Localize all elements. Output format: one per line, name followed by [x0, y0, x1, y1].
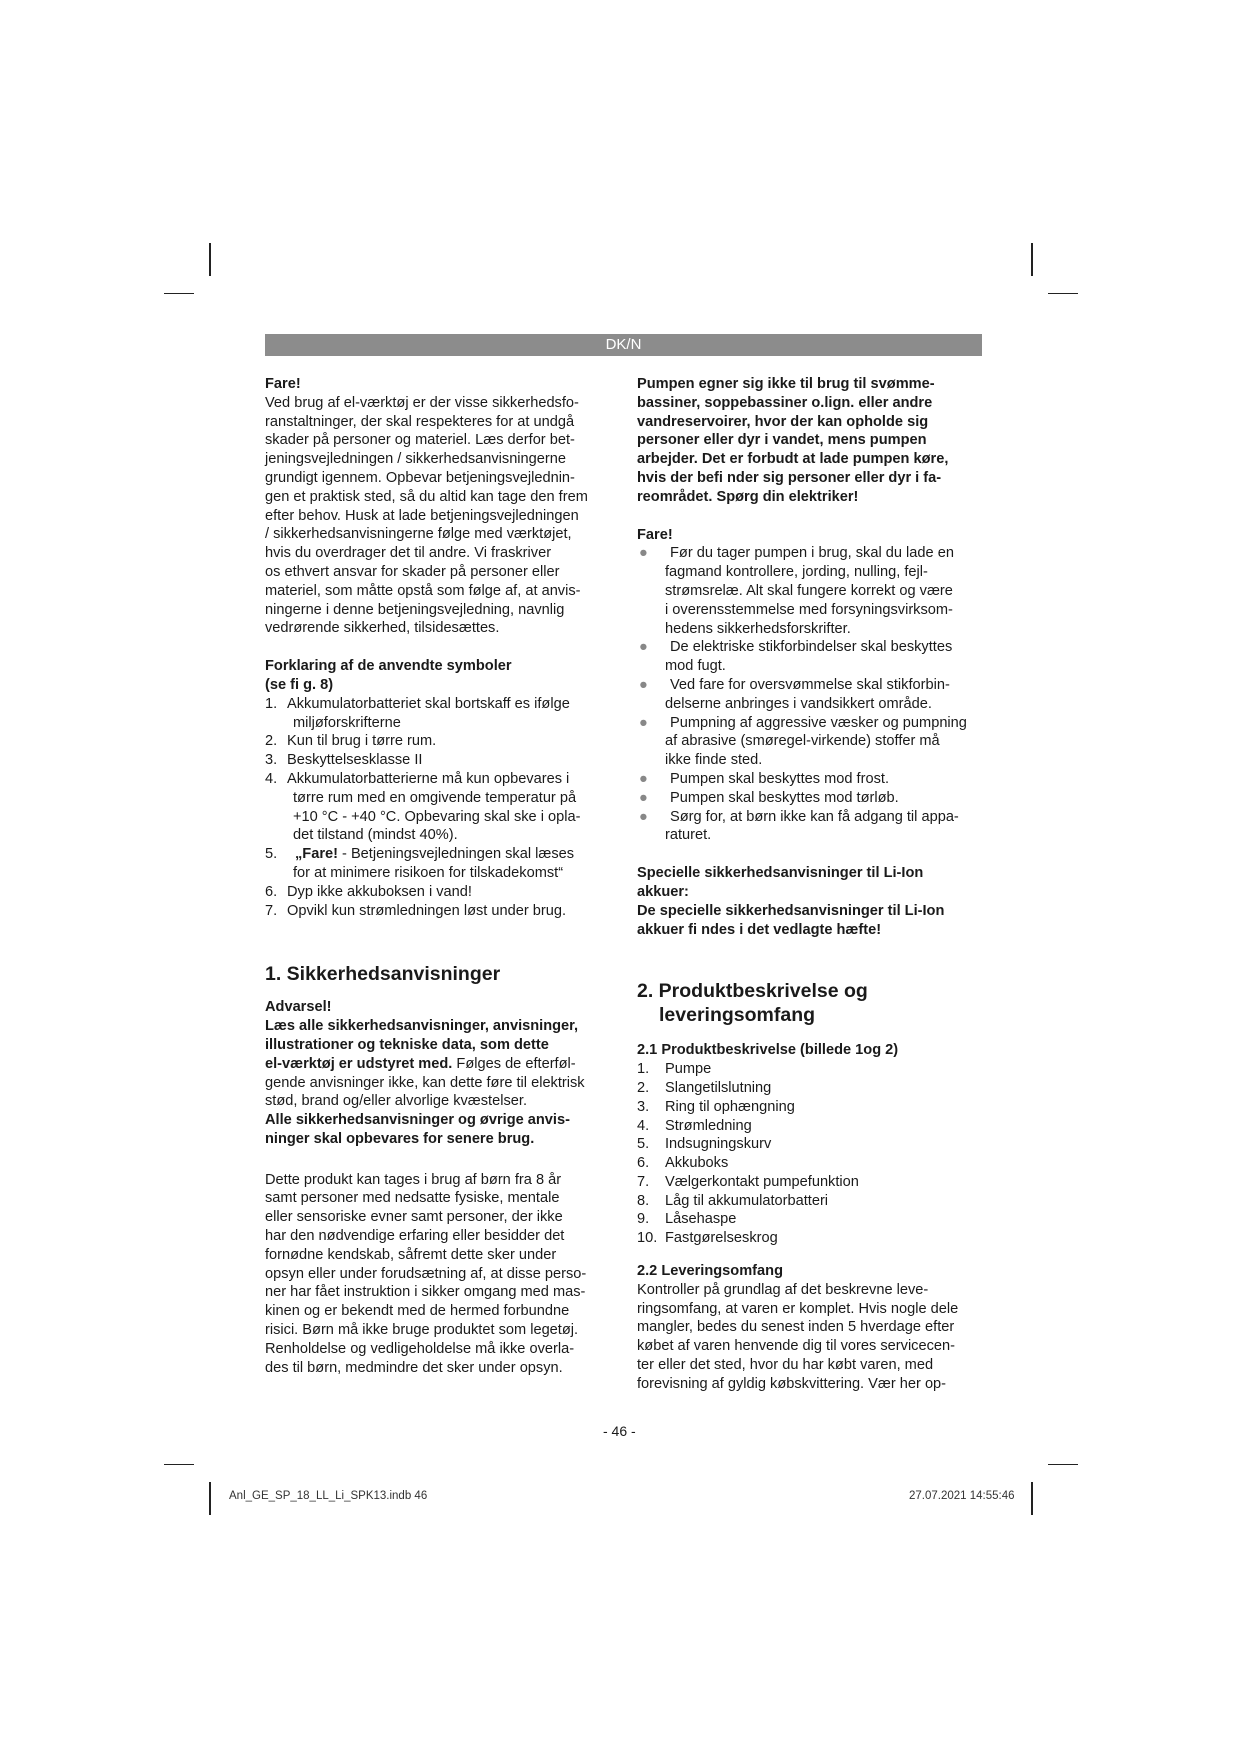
bullet-item	[637, 789, 982, 808]
item-text: ikke finde sted.	[665, 752, 763, 769]
text-line: vedrørende sikkerhed, tilsidesættes.	[265, 620, 500, 637]
text-line: risici. Børn må ikke bruge produktet som legetøj.	[265, 1322, 579, 1339]
item-number: 6.	[637, 1155, 650, 1172]
text-line: Ved brug af el-værktøj er der visse sikkerhedsfo-	[265, 394, 579, 411]
item-text: Låg til akkumulatorbatteri	[665, 1192, 829, 1209]
text-line: Specielle sikkerhedsanvisninger til Li-Ion	[637, 865, 924, 882]
text-line: samt personer med nedsatte fysiske, mentale	[265, 1190, 560, 1207]
part-item	[637, 1117, 982, 1136]
item-text: Pumpen skal beskyttes mod tørløb.	[670, 789, 899, 806]
item-text: Pumpning af aggressive væsker og pumpning	[670, 714, 967, 731]
text-line: De specielle sikkerhedsanvisninger til Li-Ion	[637, 902, 945, 919]
text-line: mangler, bedes du senest inden 5 hverdage efter	[637, 1319, 955, 1336]
part-item	[637, 1192, 982, 1211]
item-number: 2.	[637, 1079, 650, 1096]
item-number: 7.	[637, 1173, 650, 1190]
bullet-icon: ●	[639, 639, 648, 656]
item-text: Opvikl kun strømledningen løst under brug.	[287, 902, 567, 919]
text-line: personer eller dyr i vandet, mens pumpen	[637, 432, 927, 449]
item-number: 10.	[637, 1230, 658, 1247]
text-line: arbejder. Det er forbudt at lade pumpen køre,	[637, 451, 949, 468]
parts-list	[637, 1060, 982, 1248]
text-line: ninger skal opbevares for senere brug.	[265, 1130, 535, 1147]
item-text: Akkumulatorbatterierne må kun opbevares i	[287, 770, 570, 787]
subsection-2-1: 2.1 Produktbeskrivelse (billede 1og 2)	[637, 1042, 899, 1059]
text-line: ranstaltninger, der skal respekteres for at undgå	[265, 413, 575, 430]
text-line: grundigt igennem. Opbevar betjeningsvejlednin-	[265, 469, 575, 486]
fare-title-right: Fare!	[637, 526, 673, 543]
item-number: 4.	[265, 770, 278, 787]
item-text: Før du tager pumpen i brug, skal du lade en	[670, 545, 954, 562]
text-line: / sikkerhedsanvisningerne følge med værktøjet,	[265, 526, 572, 543]
bullet-item	[637, 808, 982, 846]
text-line: akkuer fi ndes i det vedlagte hæfte!	[637, 921, 882, 938]
item-text: strømsrelæ. Alt skal fungere korrekt og være	[665, 582, 953, 599]
item-text: af abrasive (smøregel-virkende) stoffer må	[665, 733, 940, 750]
text-line: jeningsvejledningen / sikkerhedsanvisningerne	[265, 451, 566, 468]
language-header: DK/N	[265, 334, 982, 356]
item-text: mod fugt.	[665, 658, 726, 675]
bullet-icon: ●	[639, 789, 648, 806]
text-line: eller sensoriske evner samt personer, der ikke	[265, 1209, 563, 1226]
symbol-item	[265, 902, 610, 921]
bullet-icon: ●	[639, 714, 648, 731]
crop-mark	[1031, 1482, 1033, 1515]
item-number: 8.	[637, 1192, 650, 1209]
symbol-item	[265, 883, 610, 902]
text-line: hvis der befi nder sig personer eller dyr i fa-	[637, 469, 942, 486]
crop-mark	[1031, 243, 1033, 276]
item-text: +10 °C - +40 °C. Opbevaring skal ske i opla-	[293, 808, 581, 825]
bullet-item	[637, 544, 982, 638]
delivery-paragraph	[637, 1281, 982, 1394]
item-text: raturet.	[665, 827, 712, 844]
fare-title: Fare!	[265, 376, 301, 392]
crop-mark	[1048, 293, 1078, 294]
text-line: efter behov. Husk at lade betjeningsvejledningen	[265, 507, 579, 524]
symbols-title: Forklaring af de anvendte symboler	[265, 658, 512, 675]
item-text: for at minimere risikoen for tilskadekomst“	[293, 864, 564, 881]
item-number: 4.	[637, 1117, 650, 1134]
item-text: Vælgerkontakt pumpefunktion	[665, 1173, 859, 1190]
text-line: kinen og er bekendt med de hermed forbundne	[265, 1303, 570, 1320]
crop-mark	[209, 1482, 211, 1515]
section2-title-cont: leveringsomfang	[659, 1004, 816, 1027]
text-line: gende anvisninger ikke, kan dette føre til elektrisk	[265, 1074, 585, 1091]
danger-bullets	[637, 544, 982, 845]
item-number: 5.	[265, 846, 278, 863]
text-line: vandreservoirer, hvor der kan opholde sig	[637, 413, 929, 430]
part-item	[637, 1154, 982, 1173]
bullet-item	[637, 638, 982, 676]
subsection-2-2: 2.2 Leveringsomfang	[637, 1263, 783, 1280]
text-line: forevisning af gyldig købskvittering. Vær her op-	[637, 1375, 947, 1392]
item-number: 2.	[265, 733, 278, 750]
text-line: gen et praktisk sted, så du altid kan tage den frem	[265, 488, 588, 505]
symbol-item	[265, 695, 610, 733]
part-item	[637, 1210, 982, 1229]
item-text: i overensstemmelse med forsyningsvirksom-	[665, 601, 953, 618]
item-number: 1.	[637, 1061, 650, 1078]
item-text: Akkumulatorbatteriet skal bortskaff es ifølge	[287, 695, 570, 712]
text-line: el-værktøj er udstyret med. Følges de efterføl-	[265, 1055, 576, 1072]
item-text: Indsugningskurv	[665, 1136, 772, 1153]
bullet-icon: ●	[639, 770, 648, 787]
text-line: købet af varen henvende dig til vores servicecen-	[637, 1338, 955, 1355]
bullet-item	[637, 676, 982, 714]
text-line: Læs alle sikkerhedsanvisninger, anvisninger,	[265, 1018, 579, 1035]
part-item	[637, 1135, 982, 1154]
part-item	[637, 1079, 982, 1098]
text-line: Kontroller på grundlag af det beskrevne leve-	[637, 1281, 929, 1298]
item-text: fagmand kontrollere, jording, nulling, fejl-	[665, 564, 928, 581]
item-number: 1.	[265, 695, 278, 712]
item-number: 6.	[265, 883, 278, 900]
symbols-list	[265, 695, 610, 921]
crop-mark	[164, 1464, 194, 1465]
text-line: ner har fået instruktion i sikker omgang med mas-	[265, 1284, 586, 1301]
text-line: opsyn eller under forudsætning af, at disse perso-	[265, 1265, 587, 1282]
item-number: 3.	[637, 1098, 650, 1115]
item-text: Akkuboks	[665, 1155, 729, 1172]
text-line: Dette produkt kan tages i brug af børn fra 8 år	[265, 1171, 562, 1188]
item-text: Beskyttelsesklasse II	[287, 752, 423, 769]
symbols-title-ref: (se fi g. 8)	[265, 676, 334, 693]
page-number: - 46 -	[603, 1423, 636, 1439]
item-text: miljøforskrifterne	[293, 714, 401, 731]
left-column	[265, 375, 610, 1377]
text-line: Alle sikkerhedsanvisninger og øvrige anvis-	[265, 1112, 570, 1129]
item-text: hedens sikkerhedsforskrifter.	[665, 620, 851, 637]
item-number: 3.	[265, 752, 278, 769]
item-text: Pumpe	[665, 1061, 712, 1078]
text-line: skader på personer og materiel. Læs derfor bet-	[265, 432, 575, 449]
item-text: det tilstand (mindst 40%).	[293, 827, 458, 844]
text-line: ningerne i denne betjeningsvejledning, navnlig	[265, 601, 565, 618]
text-line: fornødne kendskab, såfremt dette sker under	[265, 1246, 557, 1263]
item-text: De elektriske stikforbindelser skal beskyttes	[670, 639, 953, 656]
part-item	[637, 1229, 982, 1248]
li-ion-note	[637, 864, 982, 939]
text-line: ringsomfang, at varen er komplet. Hvis nogle dele	[637, 1300, 959, 1317]
text-line: hvis du overdrager det til andre. Vi fraskriver	[265, 545, 552, 562]
item-text: Strømledning	[665, 1117, 752, 1134]
text-line: akkuer:	[637, 883, 689, 900]
item-number: 9.	[637, 1211, 650, 1228]
text-line: Renholdelse og vedligeholdelse må ikke overla-	[265, 1340, 575, 1357]
fare-paragraph	[265, 394, 610, 638]
bullet-item	[637, 770, 982, 789]
text-line: os ethvert ansvar for skader på personer eller	[265, 563, 560, 580]
symbol-item	[265, 732, 610, 751]
footer-date: 27.07.2021 14:55:46	[909, 1490, 1015, 1502]
footer-file: Anl_GE_SP_18_LL_Li_SPK13.indb 46	[229, 1490, 428, 1502]
section1-title: 1. Sikkerhedsanvisninger	[265, 963, 501, 986]
item-text: Slangetilslutning	[665, 1079, 772, 1096]
text-line: illustrationer og tekniske data, som dette	[265, 1036, 549, 1053]
warning-paragraph	[265, 1017, 610, 1149]
item-text: Sørg for, at børn ikke kan få adgang til appa-	[670, 808, 959, 825]
item-text: tørre rum med en omgivende temperatur på	[293, 789, 577, 806]
item-text: Fastgørelseskrog	[665, 1230, 778, 1247]
item-text: Pumpen skal beskyttes mod frost.	[670, 770, 889, 787]
symbol-item	[265, 845, 610, 883]
symbol-item	[265, 770, 610, 845]
part-item	[637, 1098, 982, 1117]
text-line: Pumpen egner sig ikke til brug til svømme-	[637, 376, 935, 392]
item-text: Låsehaspe	[665, 1211, 737, 1228]
item-number: 5.	[637, 1136, 650, 1153]
part-item	[637, 1060, 982, 1079]
pool-warning	[637, 375, 982, 507]
children-paragraph	[265, 1171, 610, 1378]
text-line: reområdet. Spørg din elektriker!	[637, 488, 859, 505]
item-text: Dyp ikke akkuboksen i vand!	[287, 883, 472, 900]
bullet-icon: ●	[639, 808, 648, 825]
item-text: delserne anbringes i vandsikkert område.	[665, 695, 932, 712]
section2-title: 2. Produktbeskrivelse og	[637, 980, 868, 1003]
item-text: Ring til ophængning	[665, 1098, 795, 1115]
crop-mark	[1048, 1464, 1078, 1465]
item-text: Ved fare for oversvømmelse skal stikforbin-	[670, 676, 950, 693]
item-number: 7.	[265, 902, 278, 919]
bullet-icon: ●	[639, 676, 648, 693]
item-text: „Fare! - Betjeningsvejledningen skal læses	[295, 846, 575, 863]
text-line: bassiner, soppebassiner o.lign. eller andre	[637, 394, 933, 411]
bullet-icon: ●	[639, 545, 648, 562]
part-item	[637, 1173, 982, 1192]
bullet-item	[637, 714, 982, 770]
text-line: ter eller det sted, hvor du har købt varen, med	[637, 1357, 934, 1374]
text-line: stød, brand og/eller alvorlige kvæstelser.	[265, 1093, 527, 1110]
item-text: Kun til brug i tørre rum.	[287, 733, 437, 750]
crop-mark	[164, 293, 194, 294]
text-line: har den nødvendige erfaring eller besidder det	[265, 1228, 565, 1245]
right-column	[637, 375, 982, 1394]
text-line: des til børn, medmindre det sker under opsyn.	[265, 1359, 563, 1376]
crop-mark	[209, 243, 211, 276]
text-line: materiel, som måtte opstå som følge af, at anvis-	[265, 582, 581, 599]
warning-title: Advarsel!	[265, 999, 332, 1016]
symbol-item	[265, 751, 610, 770]
